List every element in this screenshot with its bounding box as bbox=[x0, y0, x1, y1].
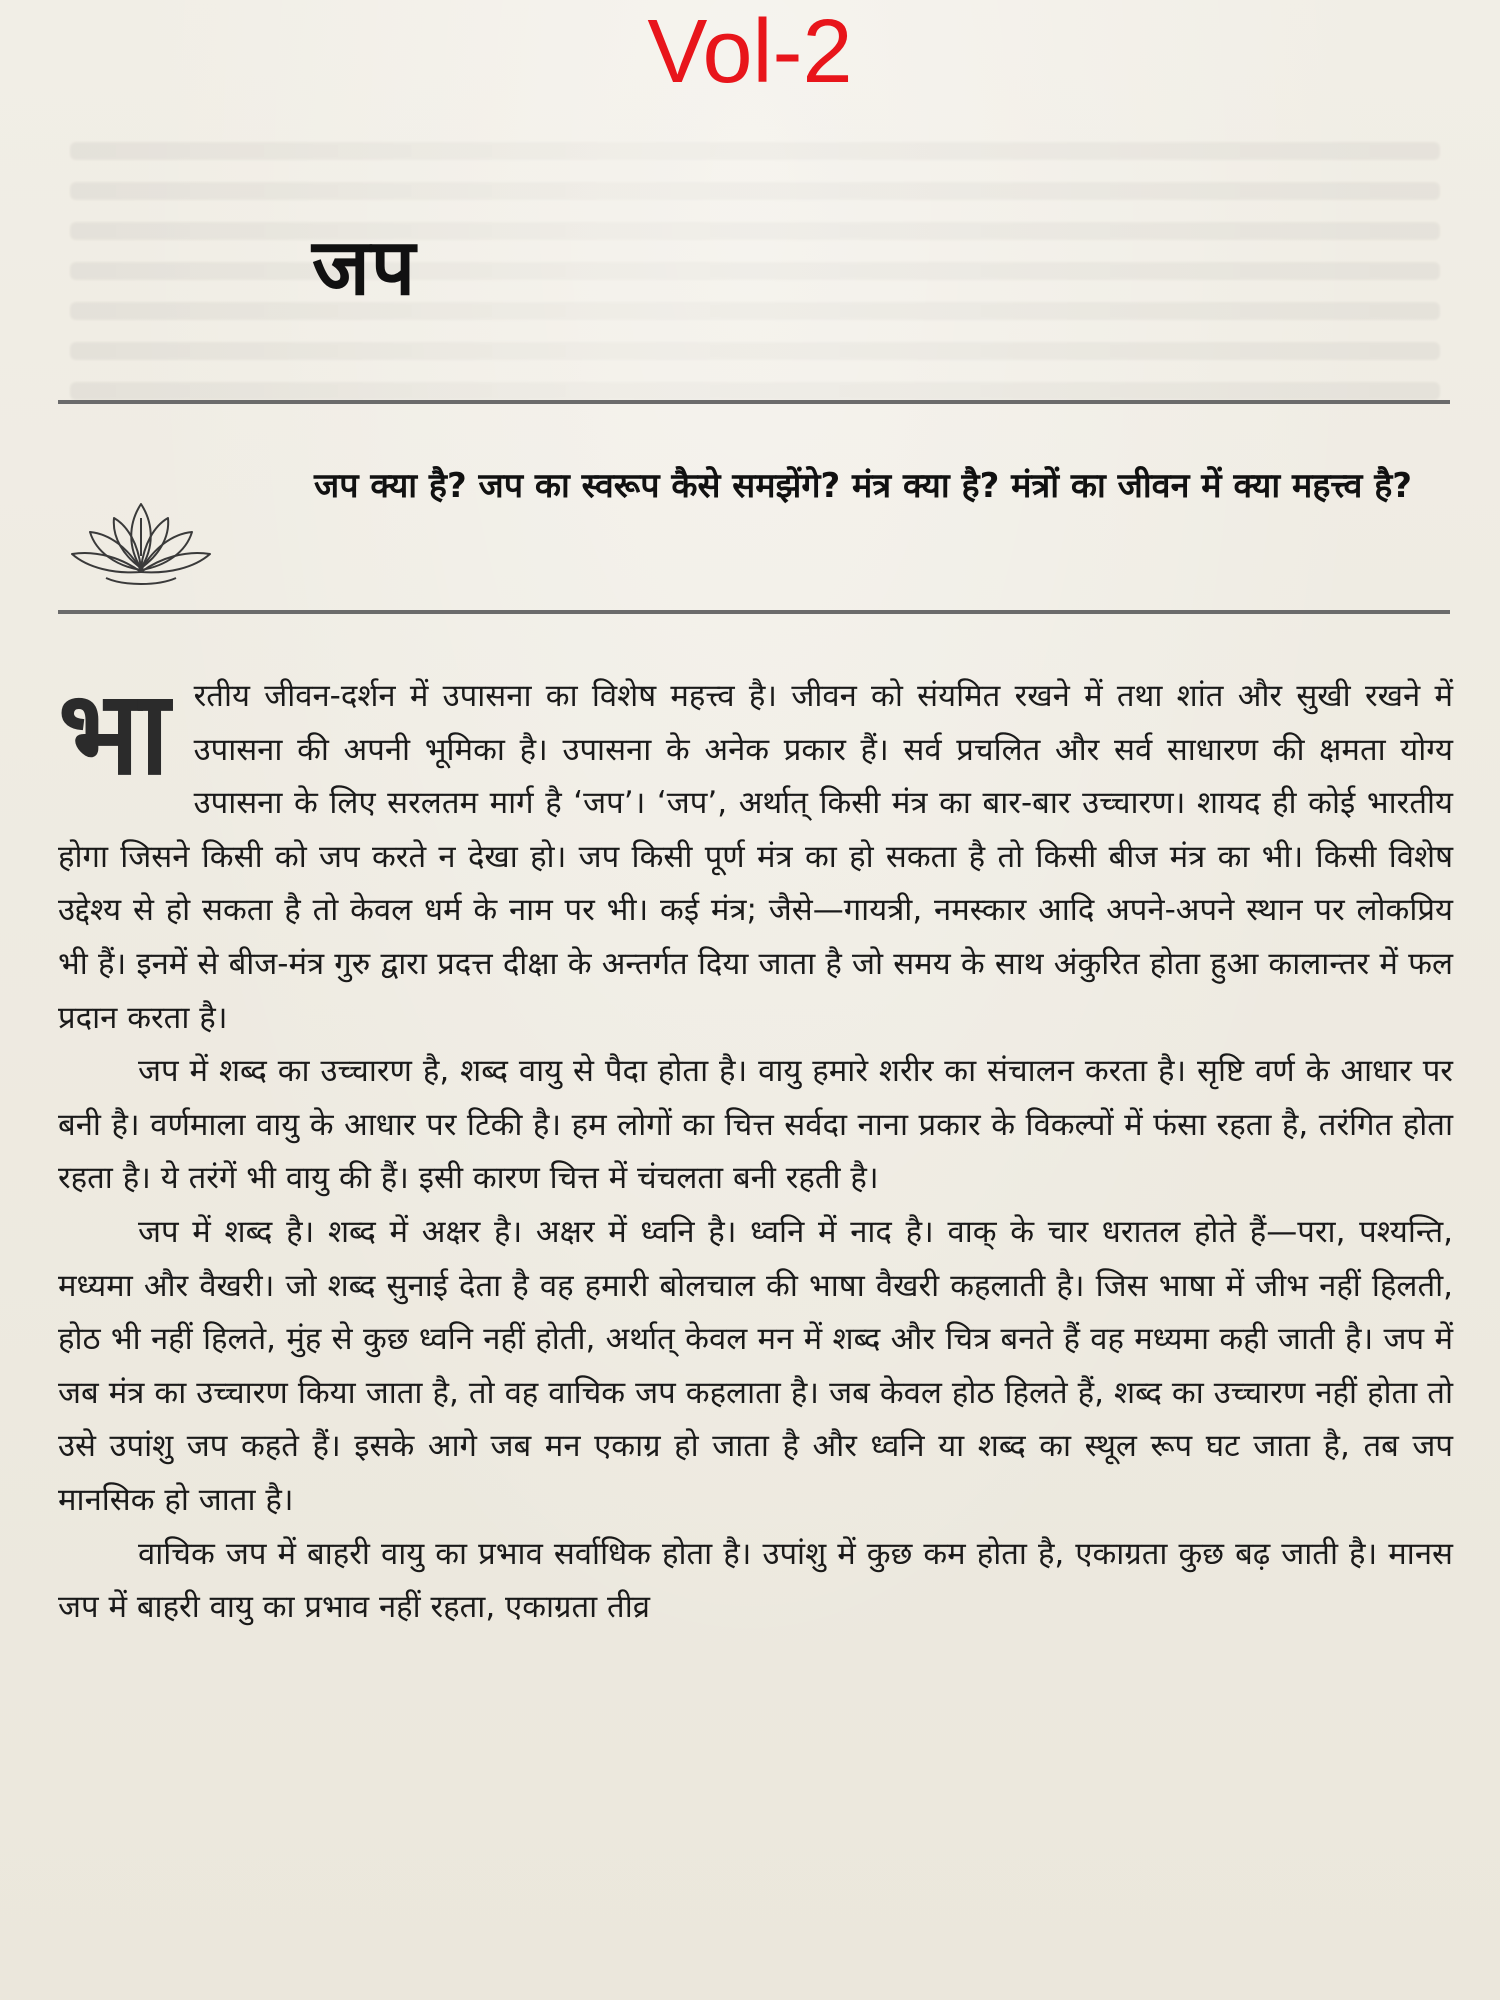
chapter-title: जप bbox=[312, 223, 417, 313]
top-divider bbox=[58, 400, 1450, 404]
body-text bbox=[58, 666, 1453, 1635]
drop-cap: भा bbox=[58, 666, 170, 801]
volume-label: Vol-2 bbox=[647, 2, 853, 102]
paragraph-4: वाचिक जप में बाहरी वायु का प्रभाव सर्वाधिक होता है। उपांशु में कुछ कम होता है, एकाग्रता कुछ बढ़ जाती है। मानस जप में बाहरी वायु का प्रभाव नहीं रहता, एकाग्रता तीव्र bbox=[58, 1535, 1453, 1626]
bleed-through-texture bbox=[70, 120, 1440, 400]
lotus-icon bbox=[66, 486, 216, 596]
bottom-divider bbox=[58, 610, 1450, 614]
paragraph-1 bbox=[58, 666, 1453, 1045]
paragraph-2: जप में शब्द का उच्चारण है, शब्द वायु से पैदा होता है। वायु हमारे शरीर का संचालन करता है। सृष्टि वर्ण के आधार पर बनी है। वर्णमाला वायु के आधार पर टिकी है। हम लोगों का चित्त सर्वदा नाना प्रकार के विकल्पों में फंसा रहता है, तरंगित होता रहता है। ये तरंगें भी वायु की हैं। इसी कारण चित्त में चंचलता बनी रहती है। bbox=[58, 1053, 1453, 1197]
chapter-question: जप क्या है? जप का स्वरूप कैसे समझेंगे? मंत्र क्या है? मंत्रों का जीवन में क्या महत्त्व है? bbox=[314, 466, 1413, 506]
paragraph-3: जप में शब्द है। शब्द में अक्षर है। अक्षर में ध्वनि है। ध्वनि में नाद है। वाक् के चार धरातल होते हैं—परा, पश्यन्ति, मध्यमा और वैखरी। जो शब्द सुनाई देता है वह हमारी बोलचाल की भाषा वैखरी कहलाती है। जिस भाषा में जीभ नहीं हिलती, होठ भी नहीं हिलते, मुंह से कुछ ध्वनि नहीं होती, अर्थात् केवल मन में शब्द और चित्र बनते हैं वह मध्यमा कही जाती है। जप में जब मंत्र का उच्चारण किया जाता है, तो वह वाचिक जप कहलाता है। जब केवल होठ हिलते हैं, शब्द का उच्चारण नहीं होता तो उसे उपांशु जप कहते हैं। इसके आगे जब मन एकाग्र हो जाता है और ध्वनि या शब्द का स्थूल रूप घट जाता है, तब जप मानसिक हो जाता है। bbox=[58, 1213, 1453, 1518]
paragraph-1-text: रतीय जीवन-दर्शन में उपासना का विशेष महत्त्व है। जीवन को संयमित रखने में तथा शांत और सुखी रखने में उपासना की अपनी भूमिका है। उपासना के अनेक प्रकार हैं। सर्व प्रचलित और सर्व साधारण की क्षमता योग्य उपासना के लिए सरलतम मार्ग है ‘जप’। ‘जप’, अर्थात् किसी मंत्र का बार-बार उच्चारण। शायद ही कोई भारतीय होगा जिसने किसी को जप करते न देखा हो। जप किसी पूर्ण मंत्र का हो सकता है तो किसी बीज मंत्र का भी। किसी विशेष उद्देश्य से हो सकता है तो केवल धर्म के नाम पर भी। कई मंत्र; जैसे—गायत्री, नमस्कार आदि अपने-अपने स्थान पर लोकप्रिय भी हैं। इनमें से बीज-मंत्र गुरु द्वारा प्रदत्त दीक्षा के अन्तर्गत दिया जाता है जो समय के साथ अंकुरित होता हुआ कालान्तर में फल प्रदान करता है। bbox=[58, 678, 1453, 1036]
